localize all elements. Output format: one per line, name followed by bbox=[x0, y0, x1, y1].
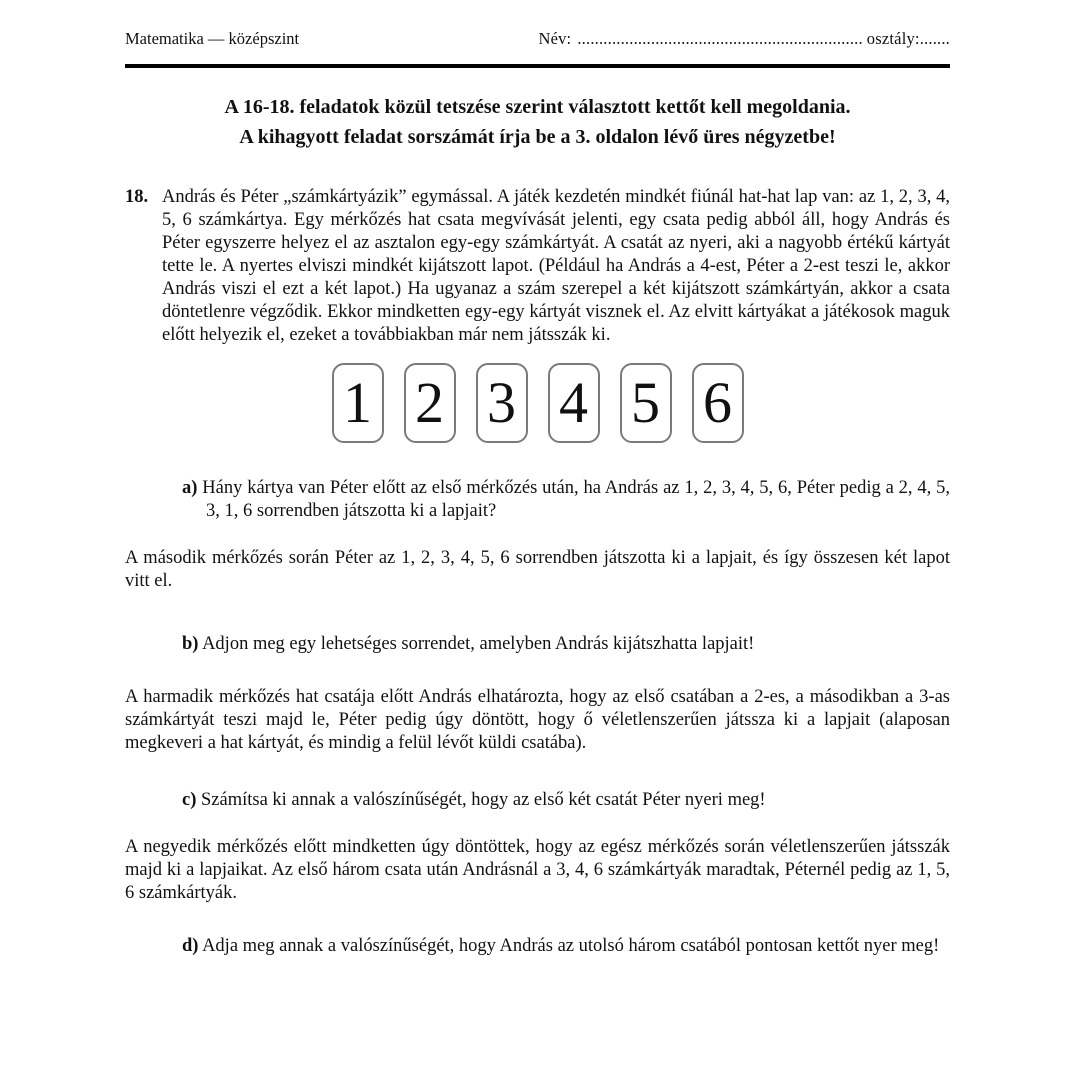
question-d-text: Adja meg annak a valószínűségét, hogy András az utolsó három csatából pontosan kettőt nyer meg! bbox=[202, 936, 940, 956]
number-card-2 bbox=[404, 363, 456, 443]
card-digit: 6 bbox=[703, 370, 732, 435]
question-c bbox=[182, 789, 950, 812]
header-rule bbox=[125, 64, 950, 68]
number-card-3 bbox=[476, 363, 528, 443]
problem-intro: András és Péter „számkártyázik” egymással. A játék kezdetén mindkét fiúnál hat-hat lap van: az 1, 2, 3, 4, 5, 6 számkártya. Egy mérkőzés hat csata megvívását jelenti, egy csata pedig abból áll, hogy András és Péter egyszerre helyez el az asztalon egy-egy számkártyát. A csatát az nyeri, aki a nagyobb értékű kártyát tette le. A nyertes elviszi mindkét kijátszott lapot. (Például ha András a 4-est, Péter a 2-est teszi le, akkor András viszi el ezt a két lapot.) Ha ugyanaz a szám szerepel a két kijátszott számkártyán, akkor a csata döntetlenre végződik. Ekkor mindketten egy-egy kártyát visznek el. Az elvitt kártyákat a játékosok maguk előtt helyezik el, ezeket a továbbiakban már nem játsszák ki. bbox=[162, 187, 950, 345]
paragraph-after-a: A második mérkőzés során Péter az 1, 2, 3, 4, 5, 6 sorrendben játszotta ki a lapjait, és így összesen két lapot vitt el. bbox=[125, 548, 950, 591]
card-digit: 4 bbox=[559, 370, 588, 435]
question-b-marker: b) bbox=[182, 634, 199, 654]
question-c-text: Számítsa ki annak a valószínűségét, hogy az első két csatát Péter nyeri meg! bbox=[201, 790, 766, 810]
subject-title: Matematika — középszint bbox=[125, 29, 300, 48]
instruction-line-1: A 16-18. feladatok közül tetszése szerint választott kettőt kell megoldania. bbox=[224, 96, 851, 118]
name-dotted-line: .................................................................. bbox=[577, 29, 863, 48]
card-digit: 3 bbox=[487, 370, 516, 435]
question-c-marker: c) bbox=[182, 790, 197, 810]
question-b-text: Adjon meg egy lehetséges sorrendet, amelyben András kijátszhatta lapjait! bbox=[202, 634, 755, 654]
problem-number: 18. bbox=[125, 187, 149, 207]
problem-18 bbox=[125, 186, 950, 347]
class-field: osztály:....... bbox=[866, 29, 950, 48]
instruction-line-2: A kihagyott feladat sorszámát írja be a 3. oldalon lévő üres négyzetbe! bbox=[239, 126, 836, 148]
question-a-text: Hány kártya van Péter előtt az első mérkőzés után, ha András az 1, 2, 3, 4, 5, 6, Péter pedig a 2, 4, 5, 3, 1, 6 sorrendben játszotta ki a lapjait? bbox=[202, 478, 950, 521]
number-card-6 bbox=[692, 363, 744, 443]
card-digit: 5 bbox=[631, 370, 660, 435]
question-a bbox=[182, 477, 950, 523]
card-digit: 1 bbox=[343, 370, 372, 435]
paragraph-after-c: A negyedik mérkőzés előtt mindketten úgy döntöttek, hogy az egész mérkőzés során véletlenszerűen játsszák majd ki a lapjaikat. Az első három csata után Andrásnál a 3, 4, 6 számkártyák maradtak, Péternél pedig az 1, 5, 6 számkártyák. bbox=[125, 837, 950, 903]
name-field-label: Név: bbox=[538, 29, 572, 48]
instruction-banner bbox=[125, 92, 950, 152]
question-d bbox=[182, 935, 950, 958]
name-class-line bbox=[538, 28, 950, 50]
question-d-marker: d) bbox=[182, 936, 199, 956]
number-card-5 bbox=[620, 363, 672, 443]
question-a-marker: a) bbox=[182, 478, 198, 498]
number-card-1 bbox=[332, 363, 384, 443]
cards-row bbox=[125, 363, 950, 443]
question-b bbox=[182, 633, 950, 656]
card-digit: 2 bbox=[415, 370, 444, 435]
paragraph-after-b: A harmadik mérkőzés hat csatája előtt András elhatározta, hogy az első csatában a 2-es, a másodikban a 3-as számkártyát teszi majd le, Péter pedig úgy döntött, hogy ő véletlenszerűen játssza ki a lapjait (alaposan megkeveri a hat kártyát, és mindig a felül lévőt küldi csatába). bbox=[125, 687, 950, 753]
page-header bbox=[125, 28, 950, 50]
number-card-4 bbox=[548, 363, 600, 443]
